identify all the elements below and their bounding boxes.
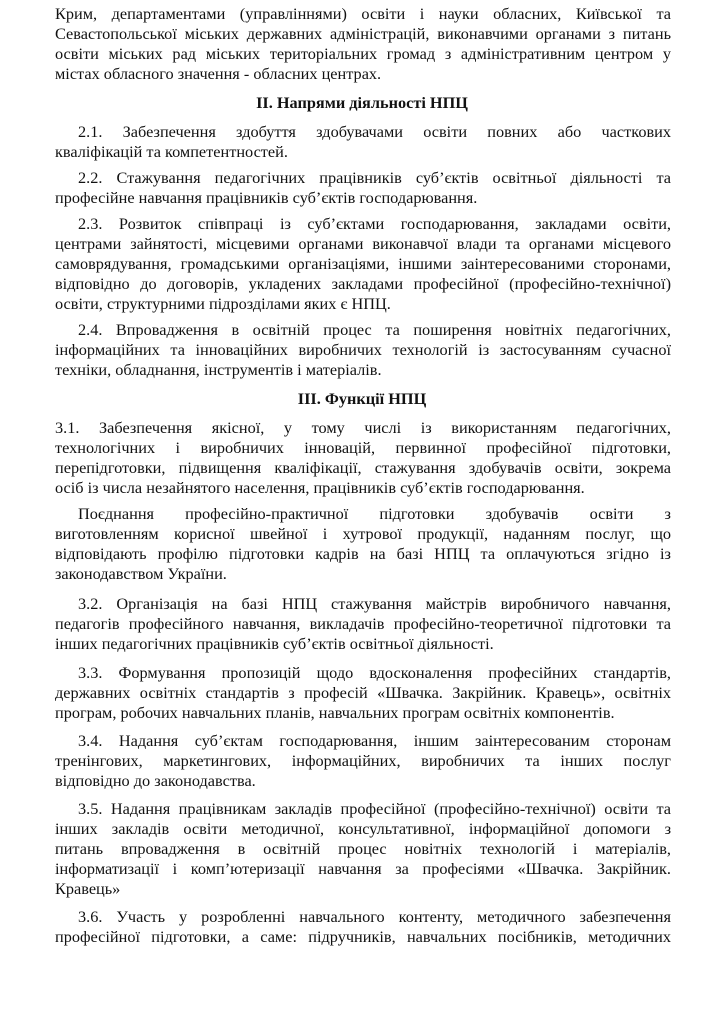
section-heading: ІІІ. Функції НПЦ — [297, 389, 427, 408]
paragraph-line: інформатизації і комп’ютеризації навчання за професіями «Швачка. Закрійник. — [55, 859, 671, 878]
paragraph-line: 3.4. Надання суб’єктам господарювання, іншим заінтересованим сторонам — [78, 731, 671, 750]
paragraph-line: Поєднання професійно-практичної підготовки здобувачів освіти з — [78, 504, 671, 523]
paragraph-line: відповідно до договорів, укладених закладами професійної (професійно-технічної) — [55, 274, 671, 293]
paragraph-line: кваліфікацій та компетентностей. — [55, 142, 288, 161]
paragraph-line: 2.2. Стажування педагогічних працівників суб’єктів освітньої діяльності та — [78, 168, 671, 187]
paragraph-line: програм, робочих навчальних планів, навчальних програм освітніх компонентів. — [55, 703, 615, 722]
paragraph-line: 3.5. Надання працівникам закладів професійної (професійно-технічної) освіти та — [78, 799, 671, 818]
paragraph-line: технологічних і виробничих інновацій, первинної професійної підготовки, — [55, 438, 671, 457]
paragraph-line: інших закладів освіти методичної, консультативної, інформаційної допомоги з — [55, 819, 671, 838]
paragraph-line: педагогів професійного навчання, викладачів професійно-теоретичної підготовки та — [55, 614, 671, 633]
paragraph-line: перепідготовки, підвищення кваліфікації, стажування здобувачів освіти, зокрема — [55, 458, 671, 477]
paragraph-line: 3.2. Організація на базі НПЦ стажування майстрів виробничого навчання, — [78, 594, 671, 613]
paragraph-line: осіб із числа незайнятого населення, працівників суб’єктів господарювання. — [55, 478, 585, 497]
paragraph-line: 3.6. Участь у розробленні навчального контенту, методичного забезпечення — [78, 907, 671, 926]
intro-line: освіти міських рад міських територіальних громад з адміністративним центром у — [55, 44, 671, 63]
paragraph-line: інших педагогічних працівників суб’єктів освітньої діяльності. — [55, 634, 494, 653]
paragraph-line: відповідають профілю підготовки кадрів на базі НПЦ та оплачуються згідно із — [55, 544, 671, 563]
paragraph-line: законодавством України. — [55, 564, 227, 583]
intro-line: Севастопольської міських державних адміністрацій, виконавчими органами з питань — [55, 24, 671, 43]
paragraph-line: виготовленням корисної швейної і хутрової продукції, наданням послуг, що — [55, 524, 671, 543]
paragraph-line: самоврядування, громадськими організаціями, іншими заінтересованими сторонами, — [55, 254, 671, 273]
paragraph-line: 2.3. Розвиток співпраці із суб’єктами господарювання, закладами освіти, — [78, 214, 671, 233]
paragraph-line: техніки, обладнання, інструментів і матеріалів. — [55, 360, 382, 379]
paragraph-line: освіти, структурними підрозділами яких є НПЦ. — [55, 294, 391, 313]
paragraph-line: Кравець» — [55, 879, 121, 898]
paragraph-line: державних освітніх стандартів з професій «Швачка. Закрійник. Кравець», освітніх — [55, 683, 671, 702]
paragraph-line: 3.1. Забезпечення якісної, у тому числі із використанням педагогічних, — [55, 418, 671, 437]
paragraph-line: професійної підготовки, а саме: підручників, навчальних посібників, методичних — [55, 927, 671, 946]
paragraph-line: питань впровадження в освітній процес новітніх технологій і матеріалів, — [55, 839, 671, 858]
paragraph-line: професійне навчання працівників суб’єктів господарювання. — [55, 188, 478, 207]
paragraph-line: 2.4. Впровадження в освітній процес та поширення новітніх педагогічних, — [78, 320, 671, 339]
paragraph-line: центрами зайнятості, місцевими органами виконавчої влади та органами місцевого — [55, 234, 671, 253]
paragraph-line: 2.1. Забезпечення здобуття здобувачами освіти повних або часткових — [78, 122, 671, 141]
paragraph-line: тренінгових, маркетингових, інформаційних, виробничих та інших послуг — [55, 751, 671, 770]
paragraph-line: 3.3. Формування пропозицій щодо вдосконалення професійних стандартів, — [78, 663, 671, 682]
section-heading: ІІ. Напрями діяльності НПЦ — [256, 93, 468, 112]
intro-line: містах обласного значення - обласних центрах. — [55, 64, 382, 83]
intro-line: Крим, департаментами (управліннями) освіти і науки обласних, Київської та — [55, 4, 671, 23]
paragraph-line: відповідно до законодавства. — [55, 771, 256, 790]
paragraph-line: інформаційних та інноваційних виробничих технологій із застосуванням сучасної — [55, 340, 671, 359]
